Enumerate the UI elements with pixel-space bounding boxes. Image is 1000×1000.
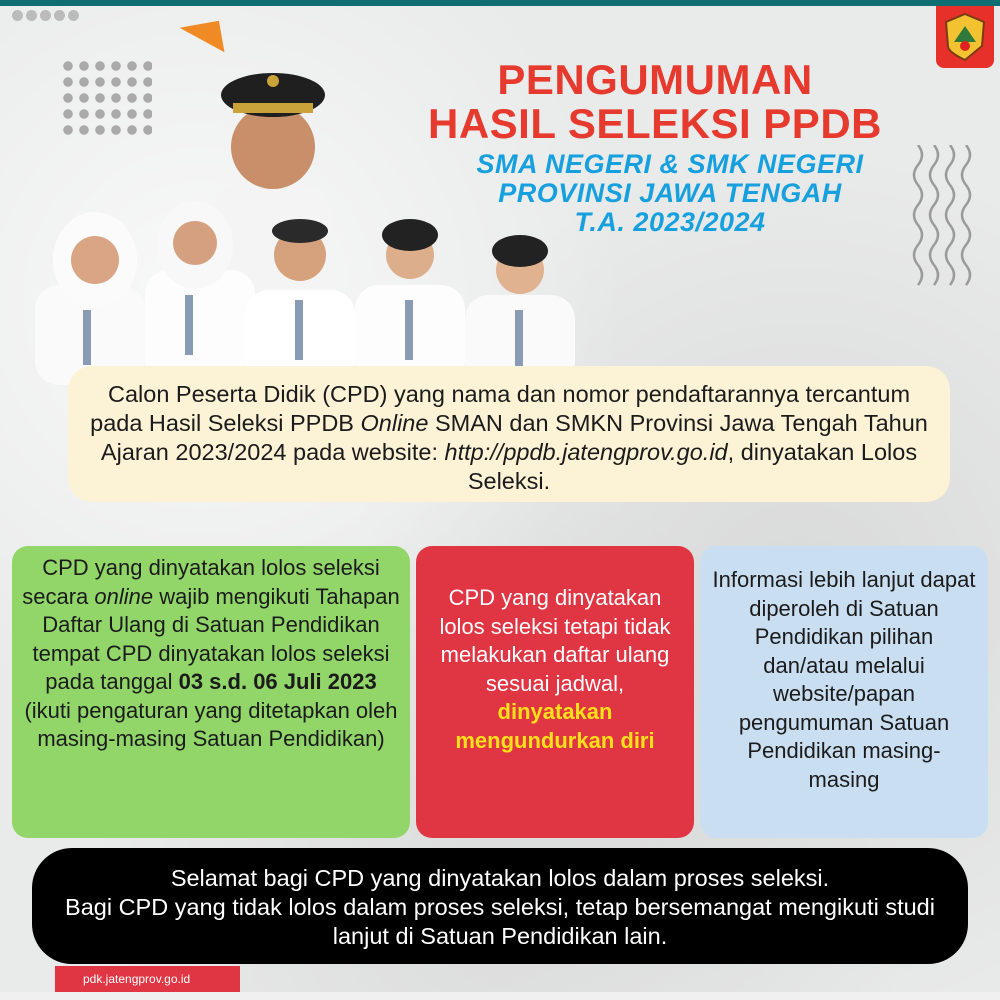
ppdb-website-link: http://ppdb.jatengprov.go.id — [444, 439, 728, 465]
subtitle-line-3: T.A. 2023/2024 — [574, 207, 766, 237]
student-figure-1 — [35, 212, 145, 385]
green-card-text-2: wajib mengikuti Tahapan Daftar Ulang di Satuan Pendidikan tempat CPD dinyatakan lolos seleksi pada tanggal — [32, 583, 400, 694]
social-icons — [12, 10, 79, 21]
student-figure-5 — [465, 235, 575, 385]
closing-line-1: Selamat bagi CPD yang dinyatakan lolos dalam proses seleksi. — [170, 865, 830, 891]
instagram-icon — [40, 10, 51, 21]
intro-text-2: SMAN dan SMKN Provinsi Jawa Tengah Tahun Ajaran 2023/2024 pada website: — [100, 410, 928, 465]
intro-panel — [68, 366, 950, 502]
subtitle-line-2: PROVINSI JAWA TENGAH — [498, 178, 842, 208]
intro-text-1: Calon Peserta Didik (CPD) yang nama dan nomor pendaftarannya tercantum pada Hasil Seleksi PPDB — [90, 381, 911, 436]
re-registration-card — [12, 546, 410, 838]
withdrawal-warning-card — [416, 546, 694, 838]
closing-message-panel — [32, 848, 968, 964]
title-line-1: PENGUMUMAN — [497, 56, 813, 103]
announcement-subtitle — [420, 150, 920, 237]
title-line-2: HASIL SELEKSI PPDB — [428, 100, 882, 147]
announcement-title — [395, 58, 915, 146]
province-emblem-icon — [942, 12, 988, 62]
red-card-text: CPD yang dinyatakan lolos seleksi tetapi tidak melakukan daftar ulang sesuai jadwal, — [439, 585, 671, 696]
withdrawal-highlight: dinyatakan mengundurkan diri — [455, 699, 655, 753]
facebook-icon — [12, 10, 23, 21]
wave-lines-decoration — [910, 145, 980, 295]
further-info-card — [700, 546, 988, 838]
closing-line-2: Bagi CPD yang tidak lolos dalam proses seleksi, tetap bersemangat mengikuti studi lanjut di Satuan Pendidikan lain. — [65, 894, 935, 949]
footer-website-tag — [55, 966, 240, 992]
footer-website-text: pdk.jatengprov.go.id — [83, 972, 191, 986]
twitter-icon — [26, 10, 37, 21]
green-card-text-3: (ikuti pengaturan yang ditetapkan oleh masing-masing Satuan Pendidikan) — [24, 697, 398, 751]
footer-strip — [0, 992, 1000, 1000]
province-logo — [936, 6, 994, 68]
subtitle-line-1: SMA NEGERI & SMK NEGERI — [476, 149, 864, 179]
intro-text-3: , dinyatakan Lolos Seleksi. — [467, 439, 918, 494]
re-registration-date: 03 s.d. 06 Juli 2023 — [178, 669, 377, 694]
green-card-online-italic: online — [94, 583, 154, 609]
blue-card-text: Informasi lebih lanjut dapat diperoleh di Satuan Pendidikan pilihan dan/atau melalui website/papan pengumuman Satuan Pendidikan masing-masing — [712, 567, 976, 792]
top-accent-bar — [0, 0, 1000, 6]
green-card-text-1: CPD yang dinyatakan lolos seleksi secara — [22, 555, 380, 609]
orange-triangle-decoration — [180, 21, 225, 59]
youtube-icon — [54, 10, 65, 21]
student-figure-4 — [355, 219, 465, 385]
tiktok-icon — [68, 10, 79, 21]
intro-online-italic: Online — [360, 410, 429, 436]
